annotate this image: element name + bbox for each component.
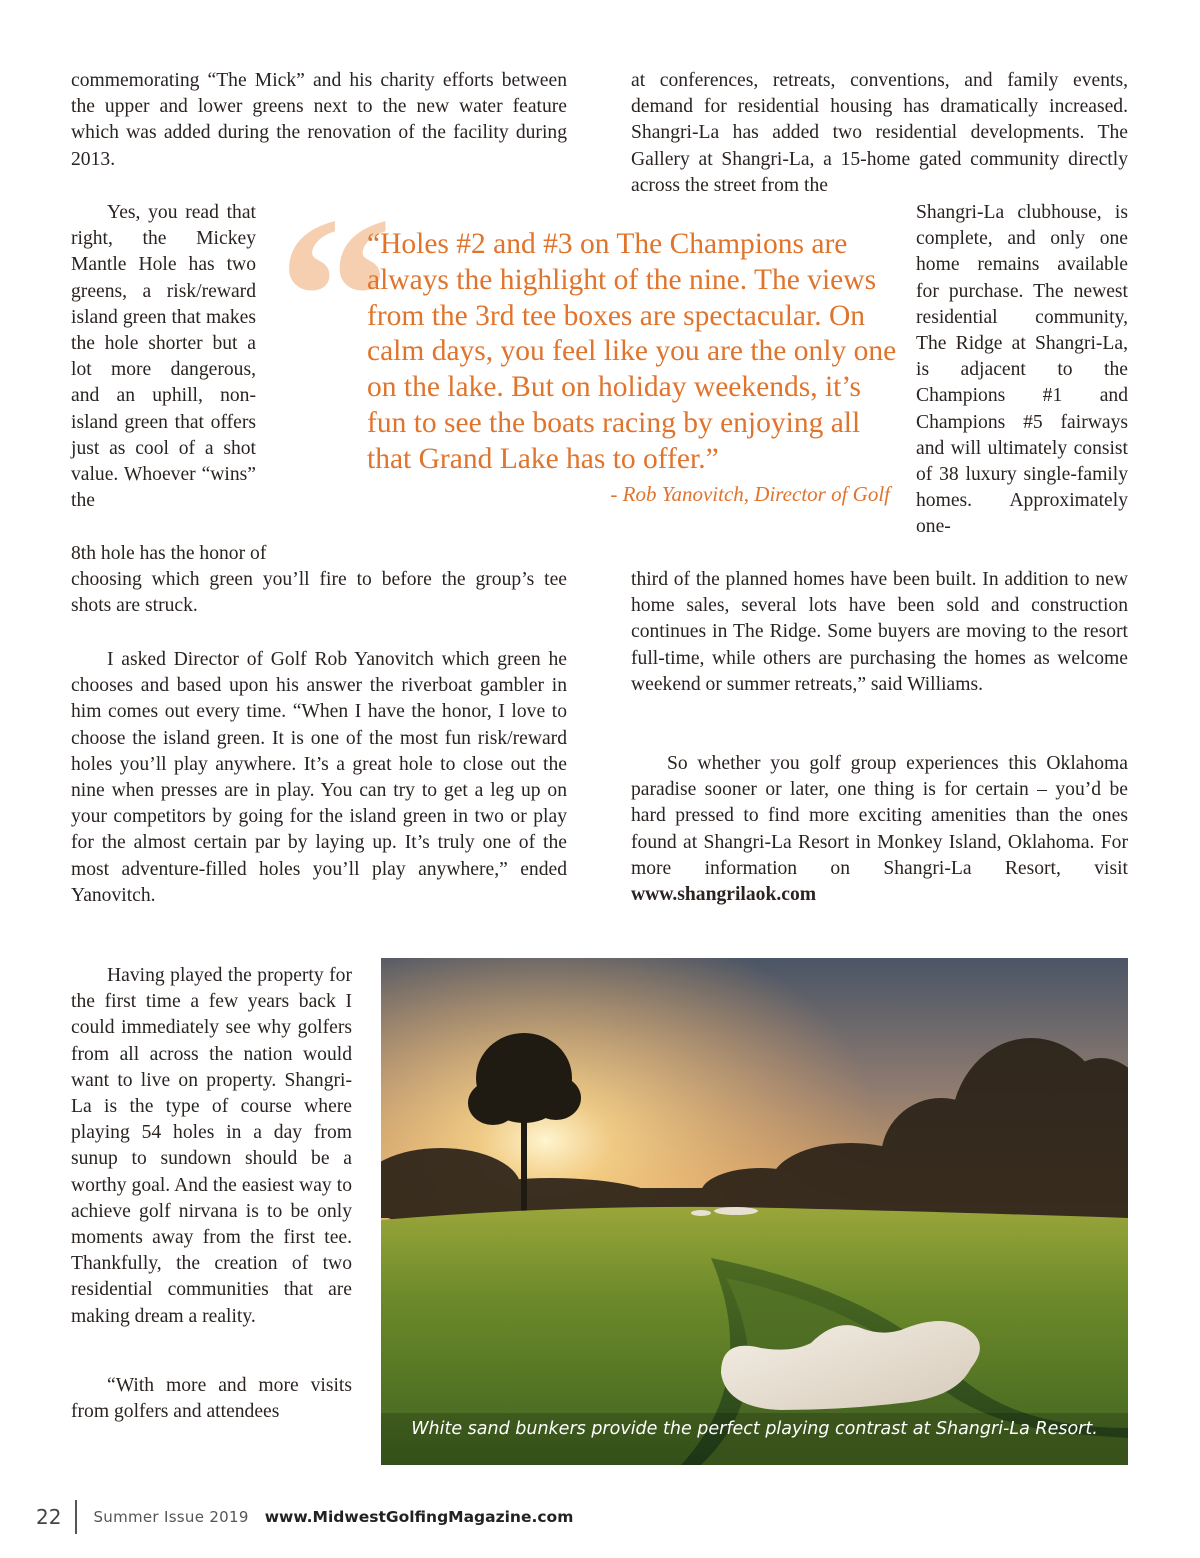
left-paragraph-2b: 8th hole has the honor of xyxy=(71,543,267,564)
left-paragraph-4: Having played the property for the first time a few years back I could immediately see why golfers from all across the nation would want to live on property. Shangri-La is the type of course where playing 54 holes in a day from sunup to sundown should be a worthy goal. And the easiest way to achieve golf nirvana is to be only moments away from the first tee. Thankfully, the creation of two residential communities that are making dream a reality. xyxy=(71,965,352,1327)
page-number: 22 xyxy=(36,1505,62,1529)
footer-website-link[interactable]: www.MidwestGolfingMagazine.com xyxy=(264,1508,574,1526)
sunset-golf-illustration xyxy=(381,958,1128,1465)
website-link[interactable]: www.shangrilaok.com xyxy=(631,884,817,906)
pull-quote: “Holes #2 and #3 on The Champions are always the highlight of the nine. The views from the 3rd tee boxes are spectacular. On calm days, you feel like you are the only one on the lake. But on holiday weekends, it’s fun to see the boats racing by enjoying all that Grand Lake has to offer.” xyxy=(367,228,897,475)
right-paragraph-2 xyxy=(631,751,1128,908)
pull-quote-attribution: - Rob Yanovitch, Director of Golf xyxy=(610,482,890,506)
photo-caption: White sand bunkers provide the perfect playing contrast at Shangri-La Resort. xyxy=(411,1419,1098,1439)
left-paragraph-5: “With more and more visits from golfers and attendees xyxy=(71,1375,352,1423)
right-paragraph-1c: third of the planned homes have been built. In addition to new home sales, several lots have been sold and construction continues in The Ridge. Some buyers are moving to the resort full-time, while others are purchasing the homes as welcome weekend or summer retreats,” said Williams. xyxy=(631,569,1128,695)
golf-course-photo xyxy=(381,958,1128,1465)
left-paragraph-3: I asked Director of Golf Rob Yanovitch which green he chooses and based upon his answer the riverboat gambler in him comes out every time. “When I have the honor, I love to choose the island green. It is one of the most fun risk/reward holes you’ll play anywhere. It’s a great hole to close out the nine when presses are in play. You can try to get a leg up on your competitors by going for the island green in two or play for the almost certain par by laying up. It’s truly one of the most adventure-filled holes you’ll play anywhere,” ended Yanovitch. xyxy=(71,649,567,906)
quote-marks-icon: “ xyxy=(278,169,381,424)
right-paragraph-1a: at conferences, retreats, conventions, and family events, demand for residential housing has dramatically increased. Shangri-La has added two residential developments. The Gallery at Shangri-La, a 15-home gated community directly across the street from the xyxy=(631,70,1128,196)
left-paragraph-1: commemorating “The Mick” and his charity efforts between the upper and lower greens next to the new water feature which was added during the renovation of the facility during 2013. xyxy=(71,70,567,170)
left-paragraph-2a: Yes, you read that right, the Mickey Mantle Hole has two greens, a risk/reward island green that makes the hole shorter but a lot more dangerous, and an uphill, non-island green that offers just as cool of a shot value. Whoever “wins” the xyxy=(71,202,256,512)
right-paragraph-2-text: So whether you golf group experiences this Oklahoma paradise sooner or later, one thing is for certain – you’d be hard pressed to find more exciting amenities than the ones found at Shangri-La Resort in Monkey Island, Oklahoma. For more information on Shangri-La Resort, visit xyxy=(631,753,1128,879)
page-footer xyxy=(36,1502,573,1532)
left-paragraph-2c: choosing which green you’ll fire to before the group’s tee shots are struck. xyxy=(71,569,567,617)
footer-divider xyxy=(75,1500,77,1534)
issue-label: Summer Issue 2019 xyxy=(93,1508,249,1526)
right-paragraph-1b: Shangri-La clubhouse, is complete, and only one home remains available for purchase. The newest residential community, The Ridge at Shangri-La, is adjacent to the Champions #1 and Champions #5 fairways and will ultimately consist of 38 luxury single-family homes. Approximately one- xyxy=(916,202,1128,538)
